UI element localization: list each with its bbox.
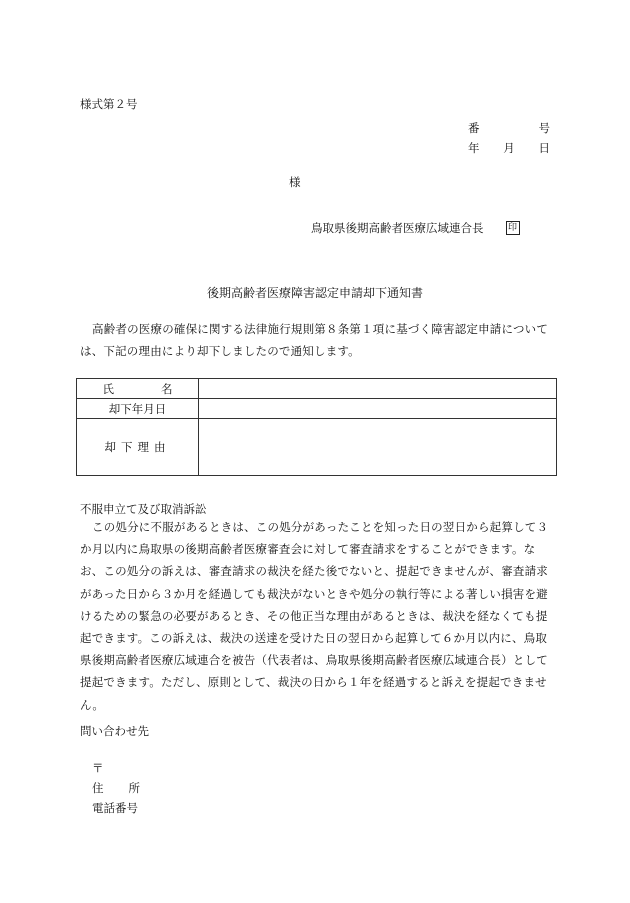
seal-label: 印 <box>507 223 517 233</box>
reason-label-cell <box>77 419 199 476</box>
address-label-ju: 住 <box>92 781 104 795</box>
contact-heading: 問い合わせ先 <box>80 724 149 738</box>
table-row-reason <box>77 419 557 476</box>
name-label-cell <box>77 379 199 399</box>
phone-label: 電話番号 <box>92 801 138 815</box>
date-day-label: 日 <box>538 141 550 155</box>
document-title: 後期高齢者医療障害認定申請却下通知書 <box>206 286 423 300</box>
date-year-label: 年 <box>468 141 480 155</box>
name-label-mei: 名 <box>161 381 173 396</box>
issuer-name: 鳥取県後期高齢者医療広域連合長 <box>311 221 484 235</box>
table-row-name <box>77 379 557 399</box>
appeal-heading: 不服申立て及び取消訴訟 <box>80 502 207 516</box>
table-row-date <box>77 399 557 419</box>
name-value-cell <box>199 379 557 399</box>
address-label-sho: 所 <box>128 781 140 795</box>
seal-mark <box>506 221 520 235</box>
document-number-line <box>468 120 550 136</box>
number-label-ban: 番 <box>468 121 480 135</box>
number-label-go: 号 <box>538 121 550 135</box>
appeal-paragraph: この処分に不服があるときは、この処分があったことを知った日の翌日から起算して３か月以内に鳥取県の後期高齢者医療審査会に対して審査請求をすることができます。なお、この処分の訴えは、審査請求の裁決を経た後でないと、提起できませんが、審査請求があった日から３か月を経過しても裁決がないときや処分の執行等による著しい損害を避けるための緊急の必要があるとき、その他正当な理由があるときは、裁決を経なくても提起できます。この訴えは、裁決の送達を受けた日の翌日から起算して６か月以内に、鳥取県後期高齢者医療広域連合を被告（代表者は、鳥取県後期高齢者医療広域連合長）として提起できます。ただし、原則として、裁決の日から１年を経過すると訴えを提起できません。 <box>80 520 549 712</box>
body-paragraph: 高齢者の医療の確保に関する法律施行規則第８条第１項に基づく障害認定申請については、下記の理由により却下しましたので通知します。 <box>80 322 549 358</box>
date-month-label: 月 <box>503 141 515 155</box>
address-label <box>92 780 140 796</box>
issue-date-line <box>468 140 550 156</box>
reason-value-cell <box>199 419 557 476</box>
postal-mark: 〒 <box>92 761 104 775</box>
name-label-shi: 氏 <box>102 381 114 396</box>
details-table <box>76 378 557 476</box>
reason-label: 却下理由 <box>104 440 171 454</box>
date-value-cell <box>199 399 557 419</box>
recipient-honorific: 様 <box>289 175 301 189</box>
issuer-block <box>311 220 520 236</box>
form-number: 様式第２号 <box>80 97 138 111</box>
date-label-cell: 却下年月日 <box>77 399 199 419</box>
